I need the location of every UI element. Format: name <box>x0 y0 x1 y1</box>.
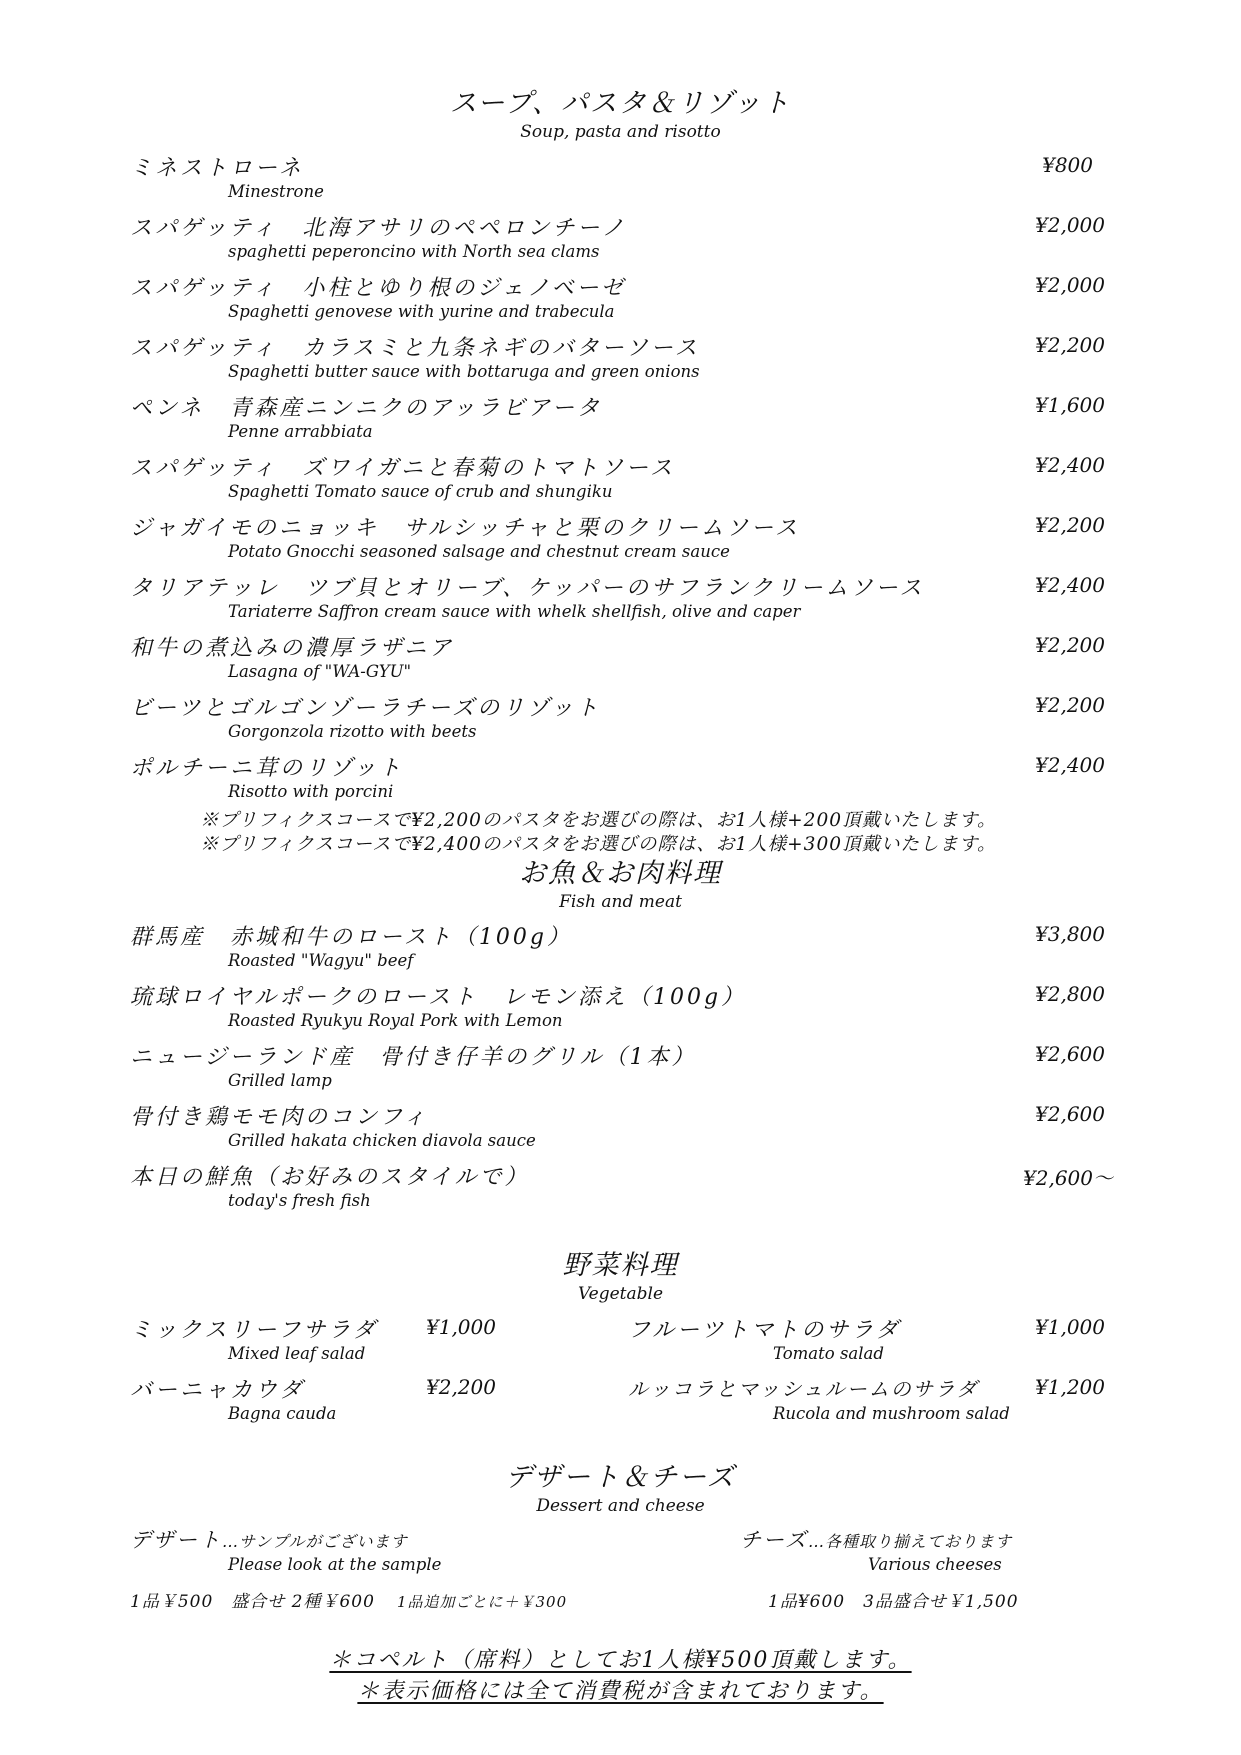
item-name-en: Risotto with porcini <box>228 782 394 801</box>
cheese-price: 1品¥600 3品盛合せ￥1,500 <box>768 1592 1019 1612</box>
cheese-en: Various cheeses <box>868 1555 1002 1574</box>
item-price: ¥2,400 <box>1035 753 1105 777</box>
item-price: ¥2,200 <box>1035 633 1105 657</box>
item-name-jp: ジャガイモのニョッキ サルシッチャと栗のクリームソース <box>130 516 801 541</box>
footer-note <box>0 1674 1241 1705</box>
item-price: ¥2,400 <box>1035 453 1105 477</box>
section-subtitle: Soup, pasta and risotto <box>520 122 721 142</box>
item-price: ¥1,200 <box>1035 1375 1105 1399</box>
cheese-note: …各種取り揃えております <box>807 1532 1012 1551</box>
section-title: お魚＆お肉料理 <box>519 858 722 889</box>
section-header-vegetable <box>0 1250 1241 1304</box>
dessert-note: …サンプルがございます <box>222 1532 408 1551</box>
item-name-en: Tariaterre Saffron cream sauce with whelk shellfish, olive and caper <box>228 602 801 621</box>
prefix-course-note: ※プリフィクスコースで¥2,400のパスタをお選びの際は、お1人様+300頂戴いたします。 <box>200 834 997 855</box>
item-name-en: Rucola and mushroom salad <box>773 1404 1010 1423</box>
menu-item <box>130 920 1105 980</box>
item-name-en: Tomato salad <box>773 1344 884 1363</box>
item-name-jp: スパゲッティ カラスミと九条ネギのバターソース <box>130 336 700 361</box>
dessert-en: Please look at the sample <box>228 1555 442 1574</box>
menu-item <box>130 571 1105 631</box>
item-price: ¥2,400 <box>1035 573 1105 597</box>
cheese-prices <box>768 1587 1019 1612</box>
item-name-en: Penne arrabbiata <box>228 422 373 441</box>
menu-item <box>130 511 1105 571</box>
item-price: ¥2,800 <box>1035 982 1105 1006</box>
coperto-note: ＊コペルト（席料）としてお1人様¥500頂戴します。 <box>329 1648 912 1673</box>
item-name-en: Grilled lamp <box>228 1071 332 1090</box>
section-subtitle: Dessert and cheese <box>536 1496 705 1516</box>
item-name-en: Spaghetti genovese with yurine and trabecula <box>228 302 615 321</box>
item-name-jp: 和牛の煮込みの濃厚ラザニア <box>130 636 455 661</box>
menu-item <box>130 1313 496 1373</box>
section-header-dessert <box>0 1462 1241 1516</box>
section-title: スープ、パスタ＆リゾット <box>449 88 792 119</box>
item-price: ¥1,000 <box>426 1315 496 1339</box>
menu-item <box>130 271 1105 331</box>
menu-item <box>130 1160 1113 1220</box>
cheese-label: チーズ <box>740 1528 808 1552</box>
item-price: ¥2,200 <box>1035 333 1105 357</box>
menu-item <box>130 451 1105 511</box>
dessert-line <box>130 1524 408 1554</box>
item-price: ¥1,600 <box>1035 393 1105 417</box>
item-price: ¥2,600 <box>1035 1102 1105 1126</box>
tax-note: ＊表示価格には全て消費税が含まれております。 <box>357 1679 884 1704</box>
item-price: ¥2,600～ <box>1023 1166 1113 1190</box>
item-price: ¥2,200 <box>426 1375 496 1399</box>
item-price: ¥2,200 <box>1035 693 1105 717</box>
menu-item <box>628 1313 1105 1373</box>
item-name-en: Bagna cauda <box>228 1404 337 1423</box>
section-title: 野菜料理 <box>562 1250 679 1281</box>
item-name-en: Gorgonzola rizotto with beets <box>228 722 477 741</box>
item-name-jp: フルーツトマトのサラダ <box>628 1318 902 1343</box>
item-name-jp: 琉球ロイヤルポークのロースト レモン添え（100g） <box>130 985 747 1010</box>
item-name-en: Roasted "Wagyu" beef <box>228 951 414 970</box>
item-price: ¥2,600 <box>1035 1042 1105 1066</box>
item-name-en: Spaghetti butter sauce with bottaruga and green onions <box>228 362 700 381</box>
item-name-jp: 群馬産 赤城和牛のロースト（100g） <box>130 925 572 950</box>
item-name-en: spaghetti peperoncino with North sea clams <box>228 242 600 261</box>
item-name-jp: 骨付き鶏モモ肉のコンフィ <box>130 1105 429 1130</box>
item-name-jp: スパゲッティ 北海アサリのペペロンチーノ <box>130 216 627 241</box>
item-name-jp: バーニャカウダ <box>130 1378 305 1403</box>
item-name-jp: ビーツとゴルゴンゾーラチーズのリゾット <box>130 696 601 721</box>
menu-item <box>130 1373 496 1433</box>
menu-item <box>130 151 1105 211</box>
menu-item <box>130 331 1105 391</box>
item-name-en: Lasagna of "WA-GYU" <box>228 662 412 681</box>
section-subtitle: Fish and meat <box>559 892 682 912</box>
menu-item <box>130 631 1105 691</box>
item-name-jp: タリアテッレ ツブ貝とオリーブ、ケッパーのサフランクリームソース <box>130 576 925 601</box>
item-name-jp: 本日の鮮魚（お好みのスタイルで） <box>130 1165 530 1190</box>
menu-item <box>130 1100 1105 1160</box>
item-price: ¥2,000 <box>1035 273 1105 297</box>
dessert-prices <box>130 1587 567 1612</box>
section-title: デザート＆チーズ <box>505 1462 736 1493</box>
menu-item <box>130 1040 1105 1100</box>
item-price: ¥2,200 <box>1035 513 1105 537</box>
menu-item <box>130 691 1105 751</box>
item-name-jp: ミックスリーフサラダ <box>130 1318 379 1343</box>
item-name-en: Grilled hakata chicken diavola sauce <box>228 1131 536 1150</box>
item-name-jp: ポルチーニ茸のリゾット <box>130 756 404 781</box>
menu-item <box>130 391 1105 451</box>
item-name-jp: ミネストローネ <box>130 156 304 181</box>
section-subtitle: Vegetable <box>577 1284 664 1304</box>
item-name-jp: ペンネ 青森産ニンニクのアッラビアータ <box>130 396 603 421</box>
menu-item <box>130 980 1105 1040</box>
prefix-course-note: ※プリフィクスコースで¥2,200のパスタをお選びの際は、お1人様+200頂戴いたします。 <box>200 810 997 831</box>
item-price: ¥3,800 <box>1035 922 1105 946</box>
section-header-fish-meat <box>0 858 1241 912</box>
item-name-en: Minestrone <box>228 182 324 201</box>
footer-note <box>0 1643 1241 1674</box>
item-name-jp: スパゲッティ 小柱とゆり根のジェノベーゼ <box>130 276 627 301</box>
item-name-jp: スパゲッティ ズワイガニと春菊のトマトソース <box>130 456 675 481</box>
item-price: ¥2,000 <box>1035 213 1105 237</box>
item-name-en: today's fresh fish <box>228 1191 371 1210</box>
dessert-price-set: 1品￥500 盛合せ 2種￥600 <box>130 1592 375 1612</box>
item-name-jp: ルッコラとマッシュルームのサラダ <box>628 1377 979 1401</box>
menu-item <box>130 751 1105 811</box>
cheese-line <box>740 1524 1012 1554</box>
item-name-en: Mixed leaf salad <box>228 1344 366 1363</box>
menu-item <box>628 1373 1105 1433</box>
section-header-soup-pasta <box>0 88 1241 142</box>
dessert-price-add: 1品追加ごとに＋￥300 <box>396 1593 568 1611</box>
item-price: ¥1,000 <box>1035 1315 1105 1339</box>
menu-item <box>130 211 1105 271</box>
item-name-en: Spaghetti Tomato sauce of crub and shungiku <box>228 482 613 501</box>
item-price: ¥800 <box>1042 153 1093 177</box>
item-name-en: Potato Gnocchi seasoned salsage and chestnut cream sauce <box>228 542 730 561</box>
item-name-jp: ニュージーランド産 骨付き仔羊のグリル（1本） <box>130 1045 697 1070</box>
item-name-en: Roasted Ryukyu Royal Pork with Lemon <box>228 1011 563 1030</box>
dessert-label: デザート <box>130 1528 222 1552</box>
